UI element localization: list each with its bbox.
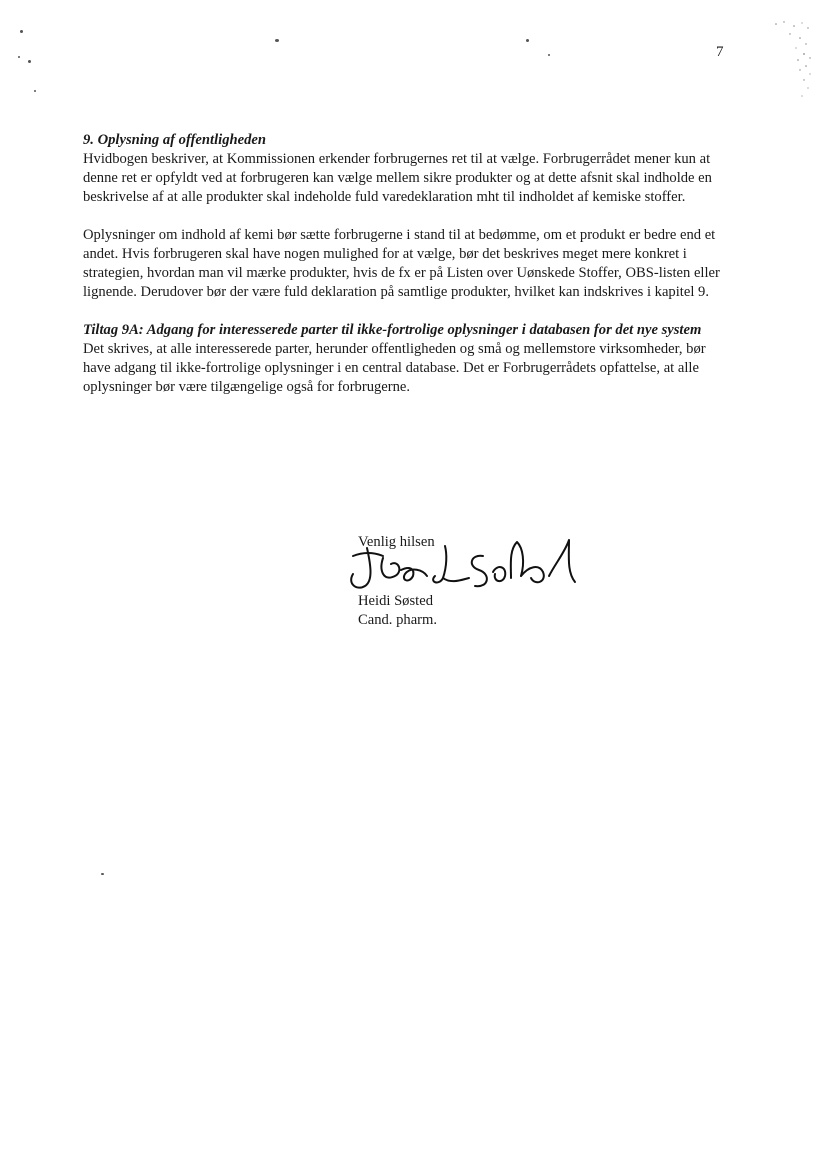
closing-greeting: Venlig hilsen [358, 534, 435, 550]
scan-noise-icon [770, 18, 814, 108]
signer-title: Cand. pharm. [358, 612, 438, 628]
signer-name: Heidi Søsted [358, 593, 433, 609]
scan-speck [275, 39, 279, 42]
scan-speck [18, 56, 20, 58]
section-heading: 9. Oplysning af offentligheden [83, 132, 266, 148]
section-paragraph-1: Hvidbogen beskriver, at Kommissionen erkender forbrugernes ret til at vælge. Forbrugerrådet mener kun at denne ret er opfyldt ved at forbrugeren kan vælge mellem sikre produkter og at dette afsnit skal indholde en beskrivelse af at alle produkter skal indeholde fuld varedeklaration mht til indholdet af kemiske stoffer. [83, 151, 712, 205]
measure-paragraph: Det skrives, at alle interesserede parter, herunder offentligheden og små og mellemstore virksomheder, bør have adgang til ikke-fortrolige oplysninger i en central database. Det er Forbrugerrådets opfattelse, at alle oplysninger bør være tilgængelige også for forbrugerne. [83, 341, 706, 395]
scan-speck [526, 39, 529, 42]
section-paragraph-2: Oplysninger om indhold af kemi bør sætte forbrugerne i stand til at bedømme, om et produkt er bedre end et andet. Hvis forbrugeren skal have nogen mulighed for at vælge, bør det beskrives meget mere konkret i strategien, hvordan man vil mærke produkter, hvis de fx er på Listen over Uønskede Stoffer, OBS-listen eller lignende. Derudover bør der være fuld deklaration på samtlige produkter, hvilket kan indskrives i kapitel 9. [83, 227, 720, 300]
signer-block [358, 592, 437, 630]
scan-speck [548, 54, 550, 56]
handwritten-signature [343, 536, 588, 596]
scan-speck [34, 90, 36, 92]
measure-heading: Tiltag 9A: Adgang for interesserede parter til ikke-fortrolige oplysninger i databasen for det nye system [83, 322, 702, 338]
scan-speck [20, 30, 23, 33]
letter-body [83, 131, 733, 397]
scan-speck [101, 873, 104, 875]
page-number: 7 [716, 44, 724, 60]
scan-speck [28, 60, 31, 63]
